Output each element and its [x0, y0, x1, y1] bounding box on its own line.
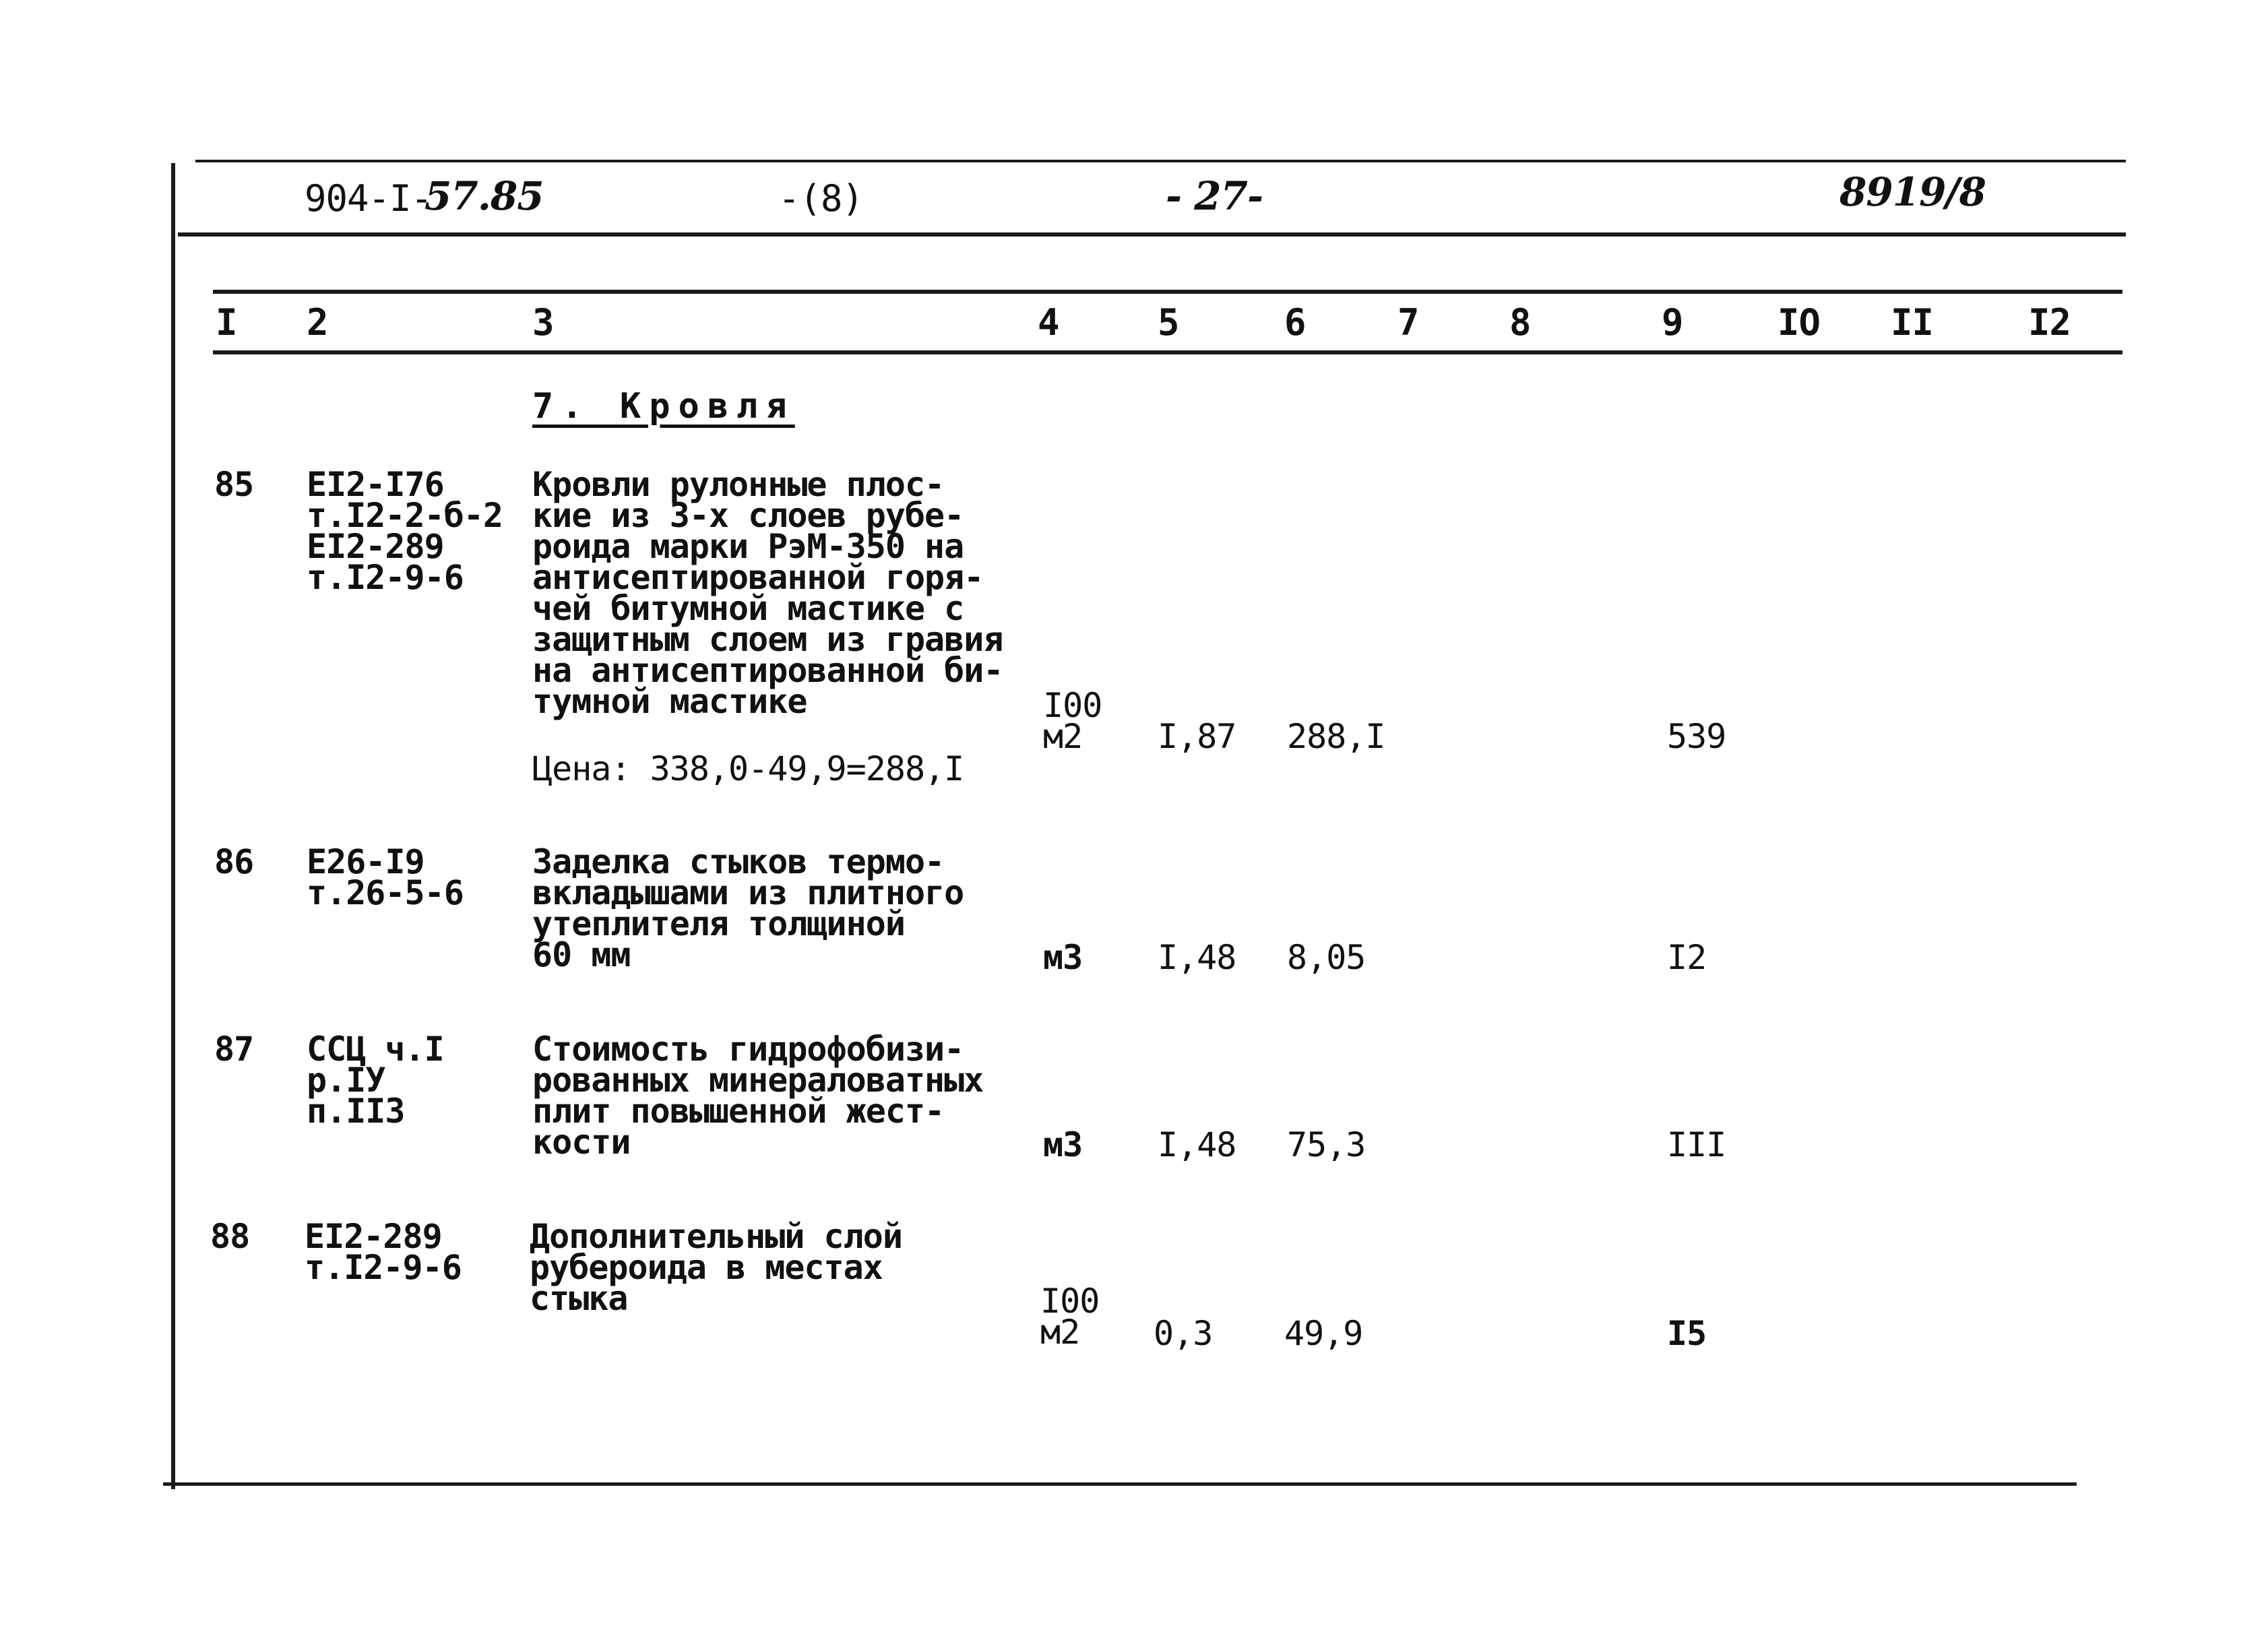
section-title: 7. Кровля: [532, 386, 795, 427]
archive-number: 8919/8: [1839, 169, 1986, 215]
sheet-reference: -(8): [778, 177, 864, 220]
left-border: [171, 163, 175, 1489]
bottom-rule: [163, 1482, 2077, 1486]
column-header-7: 7: [1397, 301, 1419, 344]
column-header-9: 9: [1662, 301, 1683, 344]
total-cost: I2: [1667, 938, 1707, 977]
row-number: 86: [214, 842, 254, 881]
column-header-5: 5: [1158, 301, 1179, 344]
total-cost: I5: [1667, 1314, 1707, 1353]
top-rule: [195, 160, 2126, 162]
total-cost: 539: [1667, 717, 1726, 756]
rate-code: EI2-I76 т.I2-2-б-2 EI2-289 т.I2-9-6: [307, 465, 503, 597]
quantity: I,48: [1158, 1125, 1236, 1164]
page-number: - 27-: [1166, 173, 1263, 219]
column-header-3: 3: [532, 301, 554, 344]
row-number: 85: [214, 465, 254, 504]
doc-code-handwritten: 57.85: [424, 173, 544, 219]
rate-code: E26-I9 т.26-5-6: [307, 842, 464, 912]
doc-code: 904-I-: [305, 177, 433, 220]
column-header-2: 2: [307, 301, 328, 344]
column-header-10: IO: [1777, 301, 1821, 344]
unit-price: 8,05: [1287, 938, 1366, 977]
column-header-bottom-rule: [213, 350, 2122, 354]
header-rule: [178, 232, 2126, 237]
column-header-12: I2: [2028, 301, 2071, 344]
unit: I00 м2: [1043, 686, 1102, 756]
price-note: Цена: 338,0-49,9=288,I: [532, 749, 964, 788]
unit: I00 м2: [1040, 1282, 1100, 1352]
quantity: I,48: [1158, 938, 1236, 977]
column-header-8: 8: [1509, 301, 1531, 344]
work-description: Заделка стыков термо- вкладышами из плитного утеплителя толщиной 60 мм: [532, 842, 964, 974]
work-description: Стоимость гидрофобизи- рованных минераловатных плит повышенной жест- кости: [532, 1030, 984, 1162]
quantity: 0,3: [1154, 1314, 1213, 1353]
rate-code: ССЦ ч.I р.IУ п.II3: [307, 1030, 444, 1131]
column-header-11: II: [1891, 301, 1934, 344]
unit-price: 49,9: [1284, 1314, 1363, 1353]
work-description: Дополнительный слой рубероида в местах стыка: [530, 1217, 902, 1318]
unit: м3: [1043, 1125, 1083, 1164]
unit-price: 75,3: [1287, 1125, 1366, 1164]
column-header-6: 6: [1284, 301, 1306, 344]
unit: м3: [1043, 938, 1083, 977]
total-cost: III: [1667, 1125, 1726, 1164]
rate-code: EI2-289 т.I2-9-6: [305, 1217, 462, 1287]
quantity: I,87: [1158, 717, 1236, 756]
unit-price: 288,I: [1287, 717, 1385, 756]
work-description: Кровли рулонные плос- кие из 3-х слоев рубе- роида марки РэМ-350 на антисептированной горя- чей битумной мастике с защитным слоем из гравия на антисептированной би- тумной мастике: [532, 465, 1003, 721]
row-number: 88: [210, 1217, 250, 1256]
row-number: 87: [214, 1030, 254, 1069]
column-header-4: 4: [1038, 301, 1059, 344]
column-header-1: I: [216, 301, 237, 344]
column-header-top-rule: [213, 290, 2122, 294]
